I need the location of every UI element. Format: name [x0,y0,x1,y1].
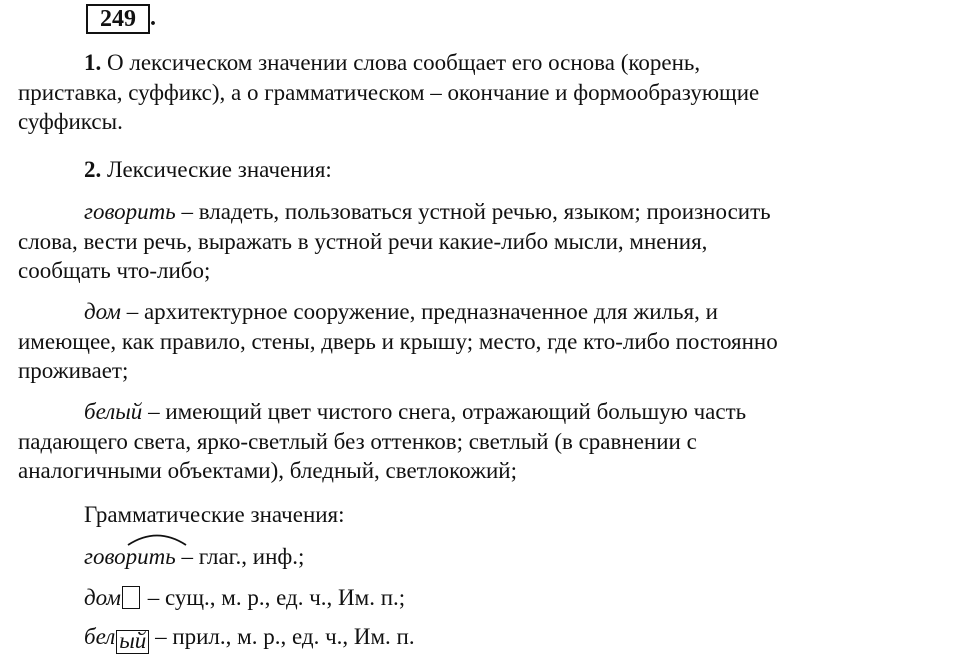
lexical-dom-text1: – архитектурное сооружение, предназначенное для жилья, и [120,299,718,324]
grammar-govorit-stem: говори [84,544,149,569]
lexical-dom-line2: имеющее, как правило, стены, дверь и крышу; место, где кто-либо постоянно [18,329,778,354]
grammar-heading: Грамматические значения: [84,502,345,527]
lexical-dom-line1 [84,297,718,326]
grammar-dom-stem: дом [84,585,121,610]
lexical-govorit-line1 [84,197,771,226]
para1-line3: суффиксы. [18,109,123,134]
grammar-govorit-ending: ть [148,544,176,569]
grammar-govorit-desc: – глаг., инф.; [175,544,305,569]
ending-box [116,630,149,654]
lexical-belyi-line1 [84,397,746,426]
grammar-item-govorit [84,542,304,571]
zero-ending-box [122,586,140,609]
para1-number: 1. [84,50,102,75]
para2-heading [84,155,332,184]
task-number-dot: . [150,5,156,31]
lexical-dom-line3: проживает; [18,358,129,383]
grammar-belyi-stem: бел [84,624,116,649]
lexical-belyi-line3: аналогичными объектами), бледный, светлокожий; [18,458,517,483]
lexical-govorit-line2: слова, вести речь, выражать в устной речи какие-либо мысли, мнения, [18,229,708,254]
lexical-word-belyi: белый [84,399,143,424]
para1-line2: приставка, суффикс), а о грамматическом – окончание и формообразующие [18,80,760,105]
lexical-word-dom: дом [84,299,121,324]
para2-number: 2. [84,157,102,182]
para1-line1 [84,48,700,77]
grammar-item-belyi [84,622,415,654]
grammar-belyi-ending: ый [119,628,147,653]
grammar-item-dom [84,583,405,612]
lexical-word-govorit: говорить [84,199,176,224]
lexical-govorit-text1: – владеть, пользоваться устной речью, языком; произносить [175,199,771,224]
para1-text1: О лексическом значении слова сообщает его основа (корень, [107,50,701,75]
task-number-box [86,4,150,34]
grammar-belyi-desc: – прил., м. р., ед. ч., Им. п. [149,624,415,649]
para2-heading-text: Лексические значения: [107,157,332,182]
lexical-belyi-text1: – имеющий цвет чистого снега, отражающий большую часть [142,399,747,424]
lexical-belyi-line2: падающего света, ярко-светлый без оттенков; светлый (в сравнении с [18,429,697,454]
grammar-dom-desc: – сущ., м. р., ед. ч., Им. п.; [141,585,406,610]
lexical-govorit-line3: сообщать что-либо; [18,258,211,283]
task-number: 249 [100,6,136,32]
